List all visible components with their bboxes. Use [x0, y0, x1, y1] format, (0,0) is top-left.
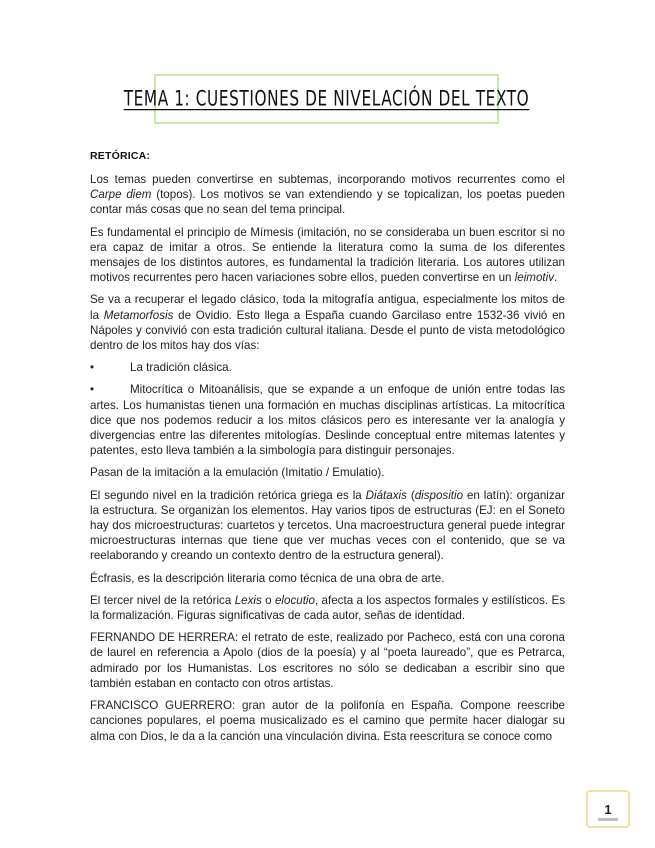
body-text	[90, 172, 565, 751]
bullet-icon: •	[90, 383, 95, 397]
bullet-item-2: • Mitocrítica o Mitoanálisis, que se expande a un enfoque de unión entre todas las artes. Los humanistas tienen una formación en muchas disciplinas artísticas. La mitocrítica dice que nos podemos reducir a los mitos clásicos pero es interesante ver la analogía y divergencias entre las diferentes mitologías. Deslinde conceptual entre mitemas latentes y patentes, esto lleva también a la simbología para distinguir personajes.	[90, 383, 565, 458]
section-heading: RETÓRICA:	[90, 150, 151, 162]
paragraph-1: Los temas pueden convertirse en subtemas, incorporando motivos recurrentes como el Carpe diem (topos). Los motivos se van extendiendo y se topicalizan, los poetas pueden contar más cosas que no sean del tema principal.	[90, 173, 565, 217]
paragraph-5: El segundo nivel en la tradición retórica griega es la Diátaxis (dispositio en latín): organizar la estructura. Se organizan los elementos. Hay varios tipos de estructuras (EJ: en el Soneto hay dos microestructuras: cuartetos y tercetos. Una macroestructura general puede integrar microestructuras internas que tiene que ver muchas veces con el contenido, que se va reelaborando y creando un contexto dentro de la estructura general).	[90, 488, 565, 563]
page-number-underline	[598, 818, 618, 821]
paragraph-9: FRANCISCO GUERRERO: gran autor de la polifonía en España. Compone reescribe canciones populares, el poema musicalizado es el camino que permite hacer dialogar su alma con Dios, le da a la canción una vinculación divina. Esta reescritura se conoce como	[90, 699, 565, 743]
page-title: TEMA 1: CUESTIONES DE NIVELACIÓN DEL TEXTO	[123, 86, 530, 112]
paragraph-7: El tercer nivel de la retórica Lexis o elocutio, afecta a los aspectos formales y estilísticos. Es la formalización. Figuras significativas de cada autor, señas de identidad.	[90, 593, 565, 623]
paragraph-6: Écfrasis, es la descripción literaria como técnica de una obra de arte.	[90, 571, 445, 585]
paragraph-8: FERNANDO DE HERRERA: el retrato de este, realizado por Pacheco, está con una corona de laurel en referencia a Apolo (dios de la poesía) y al “poeta laureado”, que es Petrarca, admirado por los Humanistas. Los escritores no sólo se dedicaban a escribir sino que también estaban en contacto con otros artistas.	[90, 631, 565, 690]
title-box	[123, 74, 530, 124]
paragraph-4: Pasan de la imitación a la emulación (Imitatio / Emulatio).	[90, 466, 385, 480]
bullet-item-1: • La tradición clásica.	[90, 361, 232, 375]
paragraph-3: Se va a recuperar el legado clásico, toda la mitografía antigua, especialmente los mitos de la Metamorfosis de Ovidio. Esto llega a España cuando Garcilaso entre 1532-36 vivió en Nápoles y convivió con esta tradición cultural italiana. Desde el punto de vista metodológico dentro de los mitos hay dos vías:	[90, 293, 566, 353]
bullet-icon: •	[90, 361, 95, 375]
paragraph-2: Es fundamental el principio de Mímesis (imitación, no se consideraba un buen escritor si no era capaz de imitar a otros. Se entiende la literatura como la suma de los diferentes mensajes de los distintos autores, es fundamental la tradición literaria. Los autores utilizan motivos recurrentes pero hacen variaciones sobre ellos, pueden convertirse en un leimotiv.	[90, 225, 565, 285]
page-number-badge	[586, 790, 630, 828]
page-number: 1	[604, 801, 612, 817]
